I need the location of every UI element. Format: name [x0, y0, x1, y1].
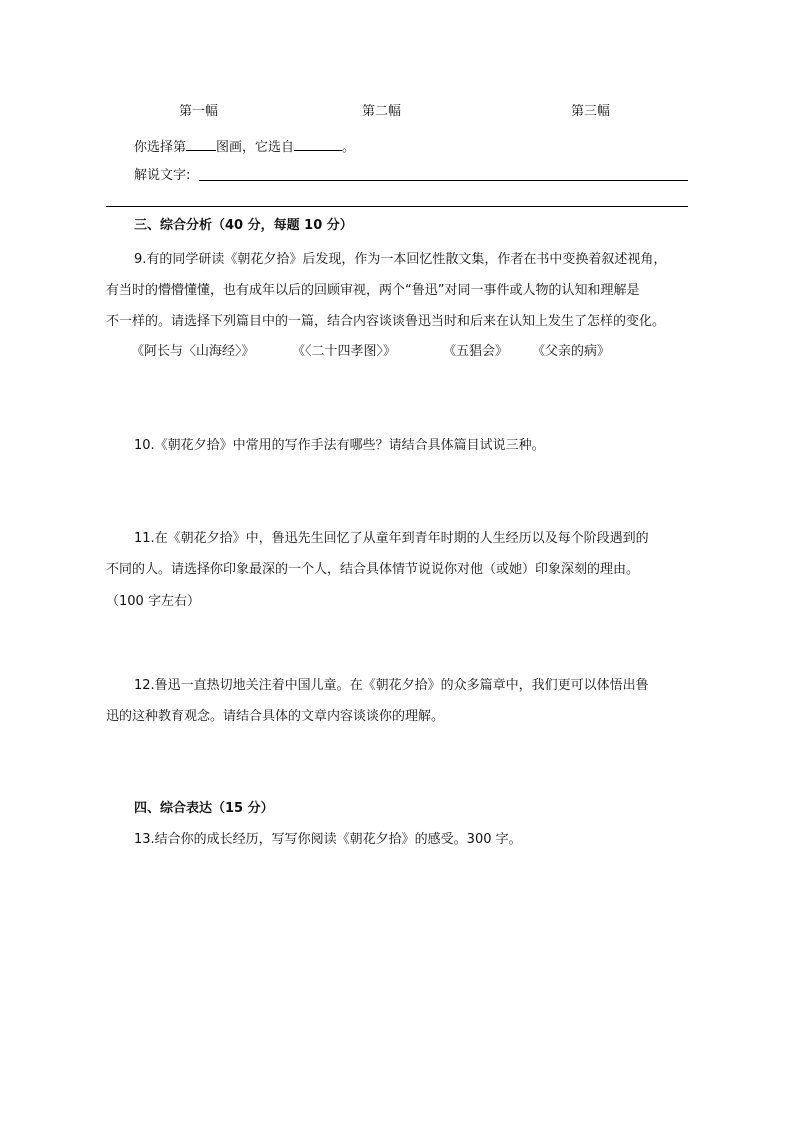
choice-line [134, 137, 355, 156]
choice-middle: 图画，它选自 [216, 140, 295, 155]
picture-label-2: 第二幅 [362, 104, 402, 119]
picture-label-1: 第一幅 [179, 104, 219, 119]
picture-number-blank[interactable] [186, 137, 216, 151]
q9-option-3: 《五猖会》 [443, 344, 509, 359]
picture-label-3: 第三幅 [571, 104, 611, 119]
q9-line1: 9.有的同学研读《朝花夕拾》后发现，作为一本回忆性散文集，作者在书中变换着叙述视角， [134, 252, 667, 267]
q9-option-1: 《阿长与〈山海经〉》 [131, 344, 255, 359]
q12-line2: 迅的这种教育观念。请结合具体的文章内容谈谈你的理解。 [106, 709, 445, 724]
caption-answer-line[interactable] [199, 180, 688, 181]
q12-line1: 12.鲁迅一直热切地关注着中国儿童。在《朝花夕拾》的众多篇章中，我们更可以体悟出鲁 [134, 678, 649, 693]
caption-answer-line-2[interactable] [106, 206, 688, 207]
q9-line3: 不一样的。请选择下列篇目中的一篇，结合内容谈谈鲁迅当时和后来在认知上发生了怎样的变化。 [106, 314, 666, 329]
choice-prefix: 你选择第 [134, 140, 187, 155]
q10-text: 10.《朝花夕拾》中常用的写作手法有哪些？请结合具体篇目试说三种。 [134, 438, 545, 453]
section3-heading: 三、综合分析（40 分，每题 10 分） [134, 218, 353, 233]
q9-line2: 有当时的懵懵懂懂，也有成年以后的回顾审视，两个“鲁迅”对同一事件或人物的认知和理解是 [106, 283, 640, 298]
q11-line3: （100 字左右） [106, 594, 200, 609]
q11-line2: 不同的人。请选择你印象最深的一个人，结合具体情节说说你对他（或她）印象深刻的理由。 [106, 562, 640, 577]
caption-label: 解说文字: [134, 168, 191, 183]
q9-option-4: 《父亲的病》 [532, 344, 611, 359]
source-title-blank[interactable] [294, 137, 342, 151]
q13-text: 13.结合你的成长经历，写写你阅读《朝花夕拾》的感受。300 字。 [134, 832, 522, 847]
q9-option-2: 《〈二十四孝图〉》 [292, 344, 397, 359]
choice-suffix: 。 [342, 140, 356, 155]
section4-heading: 四、综合表达（15 分） [134, 801, 274, 816]
q11-line1: 11.在《朝花夕拾》中，鲁迅先生回忆了从童年到青年时期的人生经历以及每个阶段遇到的 [134, 531, 649, 546]
